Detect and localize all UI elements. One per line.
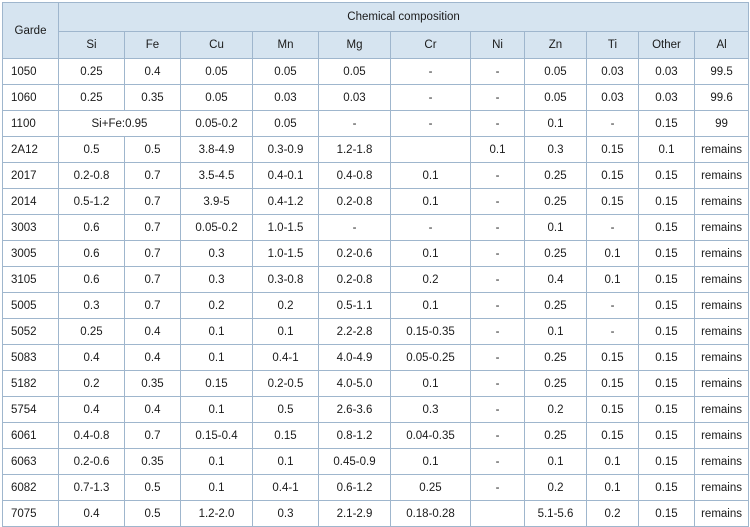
cell-mn: 1.0-1.5 (253, 215, 319, 241)
cell-cu: 0.15 (181, 371, 253, 397)
cell-ni: - (471, 397, 525, 423)
cell-mn: 0.4-1.2 (253, 189, 319, 215)
cell-si: 0.4 (59, 345, 125, 371)
table-row (3, 501, 749, 527)
column-header-al: Al (695, 32, 749, 59)
cell-cr: - (391, 59, 471, 85)
cell-grade: 3003 (3, 215, 59, 241)
table-row (3, 189, 749, 215)
cell-si: 0.5 (59, 137, 125, 163)
cell-cu: 0.1 (181, 475, 253, 501)
cell-mg: 2.6-3.6 (319, 397, 391, 423)
cell-cu: 0.1 (181, 397, 253, 423)
cell-ni: - (471, 267, 525, 293)
cell-mg: 0.2-0.6 (319, 241, 391, 267)
cell-other: 0.15 (639, 397, 695, 423)
cell-al: remains (695, 267, 749, 293)
cell-fe: 0.7 (125, 267, 181, 293)
column-header-si: Si (59, 32, 125, 59)
cell-al: remains (695, 397, 749, 423)
cell-si: 0.2-0.8 (59, 163, 125, 189)
cell-grade: 5083 (3, 345, 59, 371)
cell-ni: - (471, 423, 525, 449)
column-header-mn: Mn (253, 32, 319, 59)
cell-other: 0.15 (639, 215, 695, 241)
cell-grade: 3005 (3, 241, 59, 267)
cell-al: remains (695, 241, 749, 267)
cell-al: remains (695, 501, 749, 527)
cell-other: 0.15 (639, 293, 695, 319)
cell-mg: 1.2-1.8 (319, 137, 391, 163)
cell-cr: 0.1 (391, 163, 471, 189)
cell-fe: 0.4 (125, 319, 181, 345)
cell-zn: 0.05 (525, 59, 587, 85)
cell-grade: 1100 (3, 111, 59, 137)
cell-cu: 1.2-2.0 (181, 501, 253, 527)
table-row (3, 371, 749, 397)
cell-ni: - (471, 371, 525, 397)
alloy-composition-table (2, 2, 749, 527)
cell-fe: 0.35 (125, 449, 181, 475)
cell-cu: 0.3 (181, 241, 253, 267)
table-row (3, 397, 749, 423)
cell-ti: 0.15 (587, 163, 639, 189)
cell-ti: - (587, 293, 639, 319)
cell-other: 0.15 (639, 501, 695, 527)
cell-mn: 0.4-1 (253, 475, 319, 501)
cell-zn: 5.1-5.6 (525, 501, 587, 527)
cell-si: 0.25 (59, 59, 125, 85)
cell-mn: 0.5 (253, 397, 319, 423)
cell-other: 0.15 (639, 475, 695, 501)
cell-grade: 1050 (3, 59, 59, 85)
cell-fe: 0.35 (125, 371, 181, 397)
cell-grade: 6063 (3, 449, 59, 475)
cell-al: remains (695, 137, 749, 163)
cell-ti: 0.1 (587, 449, 639, 475)
cell-mn: 0.3-0.9 (253, 137, 319, 163)
cell-grade: 5052 (3, 319, 59, 345)
cell-ti: - (587, 215, 639, 241)
cell-cu: 3.8-4.9 (181, 137, 253, 163)
cell-grade: 1060 (3, 85, 59, 111)
cell-mg: 0.6-1.2 (319, 475, 391, 501)
cell-mg: 0.2-0.8 (319, 267, 391, 293)
cell-cr: 0.1 (391, 449, 471, 475)
cell-cu: 0.2 (181, 293, 253, 319)
cell-cu: 0.3 (181, 267, 253, 293)
cell-fe: 0.5 (125, 137, 181, 163)
cell-zn: 0.1 (525, 215, 587, 241)
cell-ni: - (471, 59, 525, 85)
table-row (3, 85, 749, 111)
cell-mn: 0.3-0.8 (253, 267, 319, 293)
cell-cr (391, 137, 471, 163)
column-header-group-chemical-composition: Chemical composition (59, 3, 749, 32)
cell-al: 99.5 (695, 59, 749, 85)
cell-si: 0.25 (59, 319, 125, 345)
table-row (3, 241, 749, 267)
table-row (3, 423, 749, 449)
table-row (3, 137, 749, 163)
cell-grade: 2014 (3, 189, 59, 215)
table-row (3, 163, 749, 189)
table-row (3, 449, 749, 475)
cell-fe: 0.7 (125, 163, 181, 189)
cell-zn: 0.4 (525, 267, 587, 293)
cell-zn: 0.25 (525, 371, 587, 397)
cell-ni: - (471, 189, 525, 215)
table-row (3, 59, 749, 85)
cell-al: remains (695, 215, 749, 241)
cell-zn: 0.1 (525, 449, 587, 475)
cell-zn: 0.2 (525, 397, 587, 423)
cell-ni: - (471, 319, 525, 345)
cell-si: 0.3 (59, 293, 125, 319)
cell-cr: 0.15-0.35 (391, 319, 471, 345)
cell-mg: 0.03 (319, 85, 391, 111)
cell-ti: 0.1 (587, 241, 639, 267)
cell-mn: 0.03 (253, 85, 319, 111)
column-header-cr: Cr (391, 32, 471, 59)
cell-cu: 0.15-0.4 (181, 423, 253, 449)
table-row (3, 267, 749, 293)
column-header-fe: Fe (125, 32, 181, 59)
cell-si: 0.5-1.2 (59, 189, 125, 215)
cell-ni: - (471, 345, 525, 371)
cell-cr: 0.2 (391, 267, 471, 293)
cell-ni: - (471, 163, 525, 189)
cell-si: 0.2-0.6 (59, 449, 125, 475)
cell-mg: 0.05 (319, 59, 391, 85)
cell-si: Si+Fe:0.95 (59, 111, 181, 137)
cell-cu: 0.05 (181, 59, 253, 85)
cell-si: 0.6 (59, 215, 125, 241)
cell-grade: 5005 (3, 293, 59, 319)
cell-cr: 0.25 (391, 475, 471, 501)
cell-ni: 0.1 (471, 137, 525, 163)
cell-mg: 0.45-0.9 (319, 449, 391, 475)
cell-si: 0.7-1.3 (59, 475, 125, 501)
cell-al: remains (695, 475, 749, 501)
table-header-row-columns (3, 32, 749, 59)
cell-cu: 3.9-5 (181, 189, 253, 215)
cell-fe: 0.5 (125, 501, 181, 527)
cell-mn: 0.2-0.5 (253, 371, 319, 397)
cell-ni: - (471, 85, 525, 111)
cell-ti: 0.15 (587, 423, 639, 449)
column-header-mg: Mg (319, 32, 391, 59)
cell-cu: 0.05-0.2 (181, 215, 253, 241)
cell-ni: - (471, 215, 525, 241)
cell-other: 0.15 (639, 371, 695, 397)
cell-cu: 0.1 (181, 449, 253, 475)
cell-ti: 0.15 (587, 397, 639, 423)
cell-mn: 0.2 (253, 293, 319, 319)
cell-zn: 0.25 (525, 345, 587, 371)
cell-al: 99.6 (695, 85, 749, 111)
cell-si: 0.4 (59, 397, 125, 423)
cell-zn: 0.3 (525, 137, 587, 163)
cell-fe: 0.7 (125, 293, 181, 319)
cell-si: 0.25 (59, 85, 125, 111)
cell-cr: - (391, 111, 471, 137)
cell-other: 0.03 (639, 85, 695, 111)
cell-fe: 0.35 (125, 85, 181, 111)
cell-fe: 0.4 (125, 345, 181, 371)
cell-si: 0.4-0.8 (59, 423, 125, 449)
cell-fe: 0.7 (125, 189, 181, 215)
cell-zn: 0.1 (525, 111, 587, 137)
cell-ti: 0.2 (587, 501, 639, 527)
cell-mg: 2.2-2.8 (319, 319, 391, 345)
cell-cr: 0.1 (391, 371, 471, 397)
cell-cr: 0.1 (391, 241, 471, 267)
cell-zn: 0.25 (525, 163, 587, 189)
cell-cu: 3.5-4.5 (181, 163, 253, 189)
cell-ti: 0.15 (587, 345, 639, 371)
cell-cr: 0.04-0.35 (391, 423, 471, 449)
column-header-grade: Garde (3, 3, 59, 59)
cell-fe: 0.7 (125, 423, 181, 449)
cell-ti: 0.03 (587, 85, 639, 111)
cell-ti: 0.15 (587, 189, 639, 215)
cell-other: 0.15 (639, 423, 695, 449)
cell-mg: 0.5-1.1 (319, 293, 391, 319)
cell-other: 0.15 (639, 449, 695, 475)
table-header-row-group (3, 3, 749, 32)
cell-al: remains (695, 423, 749, 449)
cell-ti: 0.15 (587, 371, 639, 397)
cell-grade: 2017 (3, 163, 59, 189)
table-row (3, 293, 749, 319)
cell-ti: - (587, 319, 639, 345)
cell-si: 0.6 (59, 241, 125, 267)
cell-cu: 0.1 (181, 345, 253, 371)
cell-mn: 0.1 (253, 319, 319, 345)
cell-ni: - (471, 293, 525, 319)
cell-mg: 2.1-2.9 (319, 501, 391, 527)
cell-cr: 0.3 (391, 397, 471, 423)
table-header (3, 3, 749, 59)
cell-grade: 7075 (3, 501, 59, 527)
cell-zn: 0.25 (525, 189, 587, 215)
cell-si: 0.2 (59, 371, 125, 397)
cell-fe: 0.7 (125, 215, 181, 241)
cell-other: 0.1 (639, 137, 695, 163)
cell-fe: 0.7 (125, 241, 181, 267)
cell-grade: 6082 (3, 475, 59, 501)
cell-ti: - (587, 111, 639, 137)
cell-ni (471, 501, 525, 527)
cell-mg: 0.2-0.8 (319, 189, 391, 215)
cell-cr: 0.18-0.28 (391, 501, 471, 527)
cell-ni: - (471, 111, 525, 137)
cell-fe: 0.4 (125, 59, 181, 85)
cell-zn: 0.25 (525, 423, 587, 449)
cell-other: 0.15 (639, 241, 695, 267)
cell-grade: 6061 (3, 423, 59, 449)
cell-zn: 0.25 (525, 293, 587, 319)
cell-mg: 0.4-0.8 (319, 163, 391, 189)
cell-cu: 0.1 (181, 319, 253, 345)
cell-mn: 0.4-0.1 (253, 163, 319, 189)
cell-ti: 0.03 (587, 59, 639, 85)
cell-al: remains (695, 293, 749, 319)
cell-zn: 0.25 (525, 241, 587, 267)
cell-grade: 3105 (3, 267, 59, 293)
cell-al: remains (695, 449, 749, 475)
cell-cu: 0.05-0.2 (181, 111, 253, 137)
table-row (3, 319, 749, 345)
cell-al: remains (695, 163, 749, 189)
table-body (3, 59, 749, 527)
cell-si: 0.6 (59, 267, 125, 293)
column-header-zn: Zn (525, 32, 587, 59)
cell-cr: 0.05-0.25 (391, 345, 471, 371)
cell-cr: - (391, 215, 471, 241)
table-row (3, 345, 749, 371)
cell-ti: 0.15 (587, 137, 639, 163)
cell-grade: 2A12 (3, 137, 59, 163)
cell-zn: 0.05 (525, 85, 587, 111)
cell-zn: 0.2 (525, 475, 587, 501)
cell-grade: 5182 (3, 371, 59, 397)
cell-zn: 0.1 (525, 319, 587, 345)
cell-ni: - (471, 475, 525, 501)
cell-al: remains (695, 345, 749, 371)
table-row (3, 475, 749, 501)
cell-ni: - (471, 241, 525, 267)
cell-mn: 0.15 (253, 423, 319, 449)
cell-other: 0.15 (639, 189, 695, 215)
cell-al: 99 (695, 111, 749, 137)
cell-fe: 0.5 (125, 475, 181, 501)
cell-other: 0.15 (639, 267, 695, 293)
cell-mn: 1.0-1.5 (253, 241, 319, 267)
cell-mg: 4.0-5.0 (319, 371, 391, 397)
cell-al: remains (695, 371, 749, 397)
cell-other: 0.15 (639, 163, 695, 189)
cell-other: 0.15 (639, 345, 695, 371)
cell-cr: 0.1 (391, 189, 471, 215)
cell-mn: 0.4-1 (253, 345, 319, 371)
cell-mn: 0.05 (253, 111, 319, 137)
cell-other: 0.03 (639, 59, 695, 85)
cell-cr: 0.1 (391, 293, 471, 319)
table-row (3, 215, 749, 241)
cell-mg: 0.8-1.2 (319, 423, 391, 449)
cell-mn: 0.1 (253, 449, 319, 475)
cell-al: remains (695, 319, 749, 345)
cell-cu: 0.05 (181, 85, 253, 111)
column-header-other: Other (639, 32, 695, 59)
table-row (3, 111, 749, 137)
cell-ti: 0.1 (587, 475, 639, 501)
cell-ti: 0.1 (587, 267, 639, 293)
cell-fe: 0.4 (125, 397, 181, 423)
column-header-cu: Cu (181, 32, 253, 59)
cell-other: 0.15 (639, 319, 695, 345)
cell-other: 0.15 (639, 111, 695, 137)
cell-grade: 5754 (3, 397, 59, 423)
cell-cr: - (391, 85, 471, 111)
column-header-ni: Ni (471, 32, 525, 59)
cell-mg: - (319, 215, 391, 241)
cell-si: 0.4 (59, 501, 125, 527)
cell-al: remains (695, 189, 749, 215)
cell-mn: 0.3 (253, 501, 319, 527)
cell-ni: - (471, 449, 525, 475)
cell-mn: 0.05 (253, 59, 319, 85)
cell-mg: 4.0-4.9 (319, 345, 391, 371)
cell-mg: - (319, 111, 391, 137)
column-header-ti: Ti (587, 32, 639, 59)
